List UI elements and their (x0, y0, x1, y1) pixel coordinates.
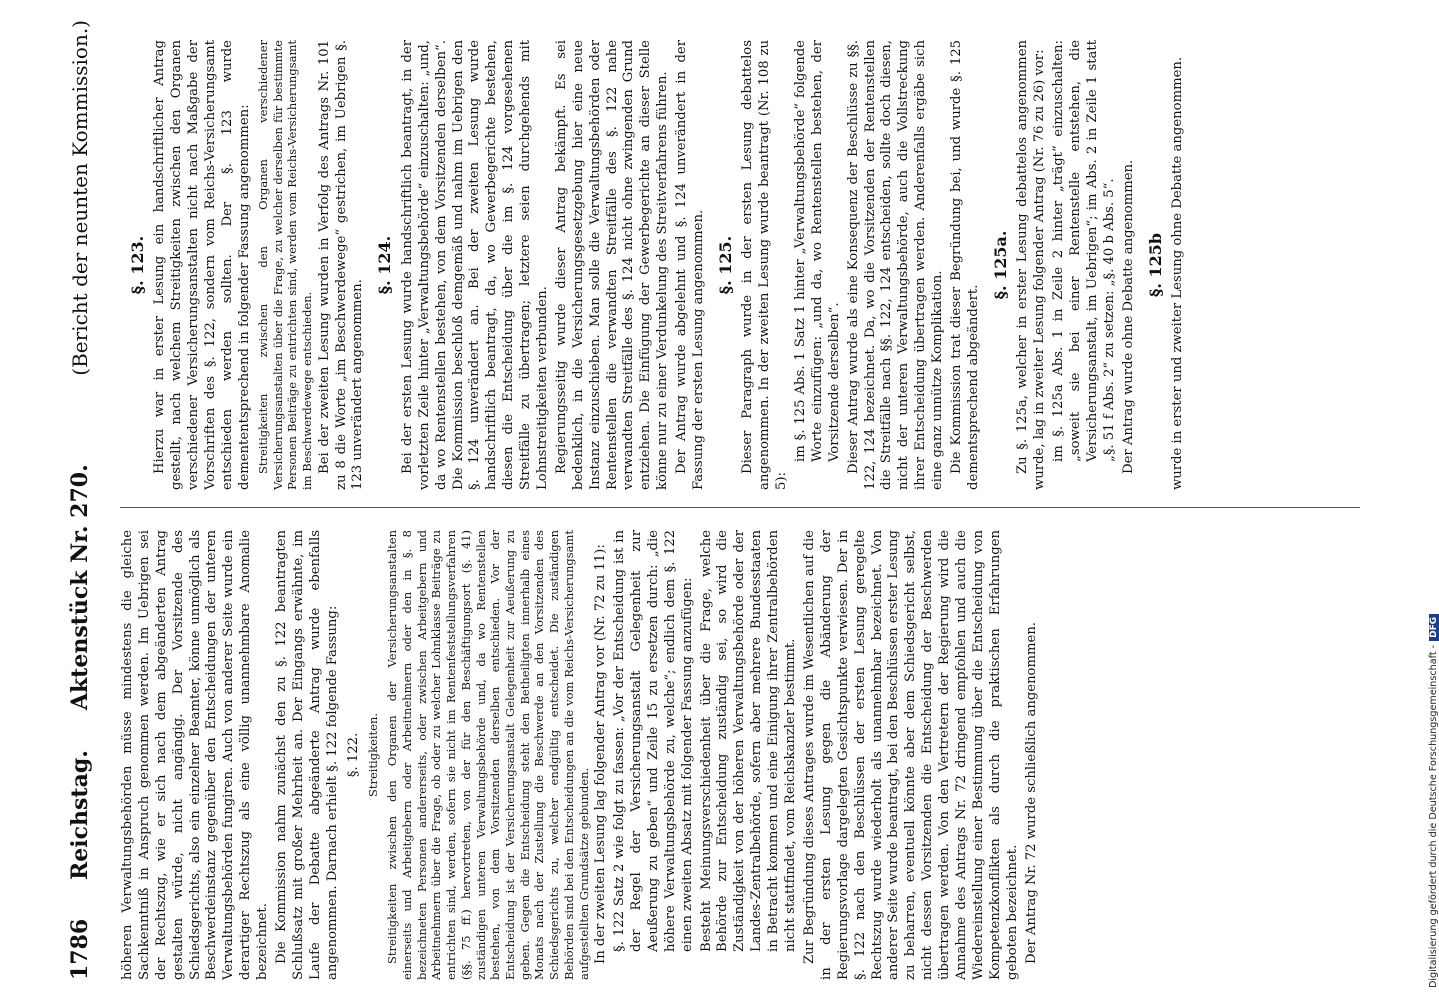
rotated-page-content (50, 20, 1410, 980)
dfg-credit-text: Digitalisierung gefördert durch die Deutsche Forschungsgemeinschaft - (1428, 644, 1439, 988)
digitization-note (1392, 0, 1439, 1000)
paragraph: wurde in erster und zweiter Lesung ohne Debatte angenommen. (1169, 56, 1185, 490)
digitization-note-text (1428, 614, 1439, 988)
paragraph: Zur Begründung dieses Antrages wurde im Wesentlichen auf die in der ersten Lesung gegen die Abänderung der Regierungsvorlage dargelegten Gesichtspunkte verwiesen. Der in §. 122 nach den Beschlüssen der ersten Lesung geregelte Rechtszug wurde wiederholt als unannehmbar bezeichnet. Von anderer Seite wurde beantragt, bei den Beschlüssen erster Lesung zu beharren, eventuell könnte aber dem Schiedsgericht selbst, nicht dessen Vorsitzenden die Entscheidung der Beschwerden übertragen werden. Von den Vertretern der Regierung wird die Annahme des Antrags Nr. 72 dringend empfohlen und auch die Wiedereinstellung einer Bestimmung über die Entscheidung von Kompetenzkonflikten als durch die praktischen Erfahrungen geboten bezeichnet. (801, 530, 1020, 980)
section-title: §. 124. (375, 235, 395, 295)
paragraph: Zu §. 125a, welcher in erster Lesung debattelos angenommen wurde, lag in zweiter Lesung folgender Antrag (Nr. 76 zu 26) vor: (1015, 40, 1048, 490)
paragraph: Der Antrag wurde abgelehnt und §. 124 unverändert in der Fassung der ersten Lesung angenommen. (674, 40, 706, 490)
dfg-logo: DFG (1429, 614, 1439, 641)
paragraph: im §. 125a Abs. 1 in Zeile 2 hinter „trägt“ einzuschalten: „soweit sie bei einer Rentenstelle entstehen, die Versicherungsanstalt, im Uebrigen“; im Abs. 2 in Zeile 1 statt „§. 51 f Abs. 2“ zu setzen: „§. 40 b Abs. 5“. (1051, 40, 1117, 462)
section-title: §. 125. (715, 235, 735, 295)
paragraph: §. 122 Satz 2 wie folgt zu fassen: „Vor der Entscheidung ist in der Regel der Versicherungsanstalt Gelegenheit zur Aeußerung zu geben“ und Zeile 15 zu ersetzen durch: „die höhere Verwaltungsbehörde zu, welche“; endlich dem §. 122 einen zweiten Absatz mit folgender Fassung anzufügen: (612, 530, 695, 952)
running-head-reichstag: Reichstag. (67, 750, 93, 880)
paragraph: Hierzu war in erster Lesung ein handschriftlicher Antrag gestellt, nach welchem Streitigkeiten zwischen den Organen verschiedener Versicherungsanstalten nicht nach Maßgabe der Vorschriften des §. 122, sondern vom Reichs-Versicherungsamt entschieden werden sollten. Der §. 123 wurde demententsprechend in folgender Fassung angenommen: (152, 40, 252, 490)
section-title: §. 123. (128, 235, 147, 295)
paragraph: Streitigkeiten zwischen den Organen der Versicherungsanstalten einerseits und Arbeitgebern oder Arbeitnehmern oder den in §. 8 bezeichneten Personen andererseits, oder zwischen Arbeitgebern und Arbeitnehmern über die Frage, ob oder zu welcher Lohnklasse Beiträge zu entrichten sind, werden, sofern sie nicht im Rentenfeststellungsverfahren (§§. 75 ff.) hervortreten, von der für den Beschäftigungsort (§. 41) zuständigen unteren Verwaltungsbehörde und, da wo Rentenstellen bestehen, von dem Vorsitzenden derselben entschieden. Vor der Entscheidung ist der Versicherungsanstalt Gelegenheit zur Aeußerung zu geben. Gegen die Entscheidung steht den Betheiligten innerhalb eines Monats nach der Zustellung die Beschwerde an den Vorsitzenden des Schiedsgerichts zu, welcher endgültig entscheidet. Die zuständigen Behörden sind bei den Entscheidungen an die vom Reichs-Versicherungsamt aufgestellten Grundsätze gebunden. (385, 530, 591, 980)
paragraph: Bei der ersten Lesung wurde handschriftlich beantragt, in der vorletzten Zeile hinter „Verwaltungsbehörde“ einzuschalten: „und, da wo Rentenstellen bestehen, von dem Vorsitzenden derselben“. Die Kommission beschloß demgemäß und nahm im Uebrigen den §. 124 unverändert an. Bei der zweiten Lesung wurde handschriftlich beantragt, da, wo Gewerbegerichte bestehen, diesen die Entscheidung über die im §. 124 vorgesehenen Streitfälle zu übertragen; letztere seien durchgehends mit Lohnstreitigkeiten verbunden. (399, 40, 550, 490)
page-number: 1786 (67, 918, 93, 980)
paragraph: Besteht Meinungsverschiedenheit über die Frage, welche Behörde zur Entscheidung zuständig sei, so wird die Zuständigkeit von der höheren Verwaltungsbehörde oder der Landes-Zentralbehörde, sofern aber mehrere Bundesstaaten in Betracht kommen und eine Einigung ihrer Zentralbehörden nicht stattfindet, vom Reichskanzler bestimmt. (698, 530, 799, 952)
left-column (120, 530, 1390, 980)
section-subtitle: Streitigkeiten. (366, 712, 381, 798)
paragraph: höheren Verwaltungsbehörden müsse mindestens die gleiche Sachkenntniß in Anspruch genommen werden. Im Uebrigen sei der Rechtszug, wie er sich nach dem abgeänderten Antrag gestalten würde, nicht angängig. Der Vorsitzende des Schiedsgerichts, also ein einzelner Beamter, könne unmöglich als Beschwerdeinstanz gegenüber den Entscheidungen der unteren Verwaltungsbehörden fungiren. Auch von anderer Seite wurde ein derartiger Rechtszug als eine völlig unannehmbare Anomalie bezeichnet. (120, 530, 271, 980)
paragraph: Dieser Paragraph wurde in der ersten Lesung debattelos angenommen. In der zweiten Lesung wurde beantragt (Nr. 108 zu 5): (740, 40, 790, 490)
paragraph: In der zweiten Lesung lag folgender Antrag vor (Nr. 72 zu 11): (593, 544, 609, 964)
section-title: §. 122. (345, 732, 361, 778)
paragraph: Streitigkeiten zwischen den Organen verschiedener Versicherungsanstalten über die Frage, zu welcher derselben für bestimmte Personen Beiträge zu entrichten sind, werden vom Reichs-Versicherungsamt im Beschwerdewege entschieden. (255, 40, 314, 490)
column-divider (120, 507, 1360, 508)
paragraph: im §. 125 Abs. 1 Satz 1 hinter „Verwaltungsbehörde“ folgende Worte einzufügen: „und da, wo Rentenstellen bestehen, der Vorsitzende derselben“. (793, 40, 842, 462)
running-head-aktenstueck: Aktenstück Nr. 270. (67, 464, 93, 711)
paragraph: Der Antrag Nr. 72 wurde schließlich angenommen. (1023, 622, 1039, 964)
running-head-report: (Bericht der neunten Kommission.) (68, 20, 92, 376)
paragraph: Der Antrag wurde ohne Debatte angenommen. (1120, 159, 1136, 474)
section-title: §. 125b (1145, 232, 1165, 298)
paragraph: Die Kommission nahm zunächst den zu §. 122 beantragten Schlußsatz mit großer Mehrheit an. Der Eingangs erwähnte, im Laufe der Debatte abgeänderte Antrag wurde ebenfalls angenommen. Darnach erhielt §. 122 folgende Fassung: (274, 530, 340, 980)
page-header (50, 20, 110, 980)
section-title: §. 125a. (990, 230, 1010, 300)
right-column (120, 40, 1390, 490)
paragraph: Die Kommission trat dieser Begründung bei, und wurde §. 125 dementsprechend abgeändert. (949, 40, 981, 490)
paragraph: Dieser Antrag wurde als eine Konsequenz der Beschlüsse zu §§. 122, 124 bezeichnet. Da, wo die Vorsitzenden der Rentenstellen die Streitfälle nach §§. 122, 124 entscheiden, sollte doch diesen, nicht der unteren Verwaltungsbehörde, auch die Vollstreckung ihrer Entscheidung übertragen werden. Anderenfalls ergäbe sich eine ganz unnütze Komplikation. (845, 40, 946, 490)
paragraph: Regierungsseitig wurde dieser Antrag bekämpft. Es sei bedenklich, in die Versicherungsgesetzgebung hier eine neue Instanz einzuschieben. Man solle die Verwaltungsbehörden oder Rentenstellen die verwandten Streitfälle des §. 122 nahe verwandten Streitfälle des §. 124 nicht ohne zwingenden Grund entziehen. Die Einfügung der Gewerbegerichte an dieser Stelle könne nur zu einer Verdunkelung des Streitverfahrens führen. (553, 40, 671, 490)
paragraph: Bei der zweiten Lesung wurden in Verfolg des Antrags Nr. 101 zu 8 die Worte „im Beschwerdewege“ gestrichen, im Uebrigen §. 123 unverändert angenommen. (316, 40, 366, 490)
